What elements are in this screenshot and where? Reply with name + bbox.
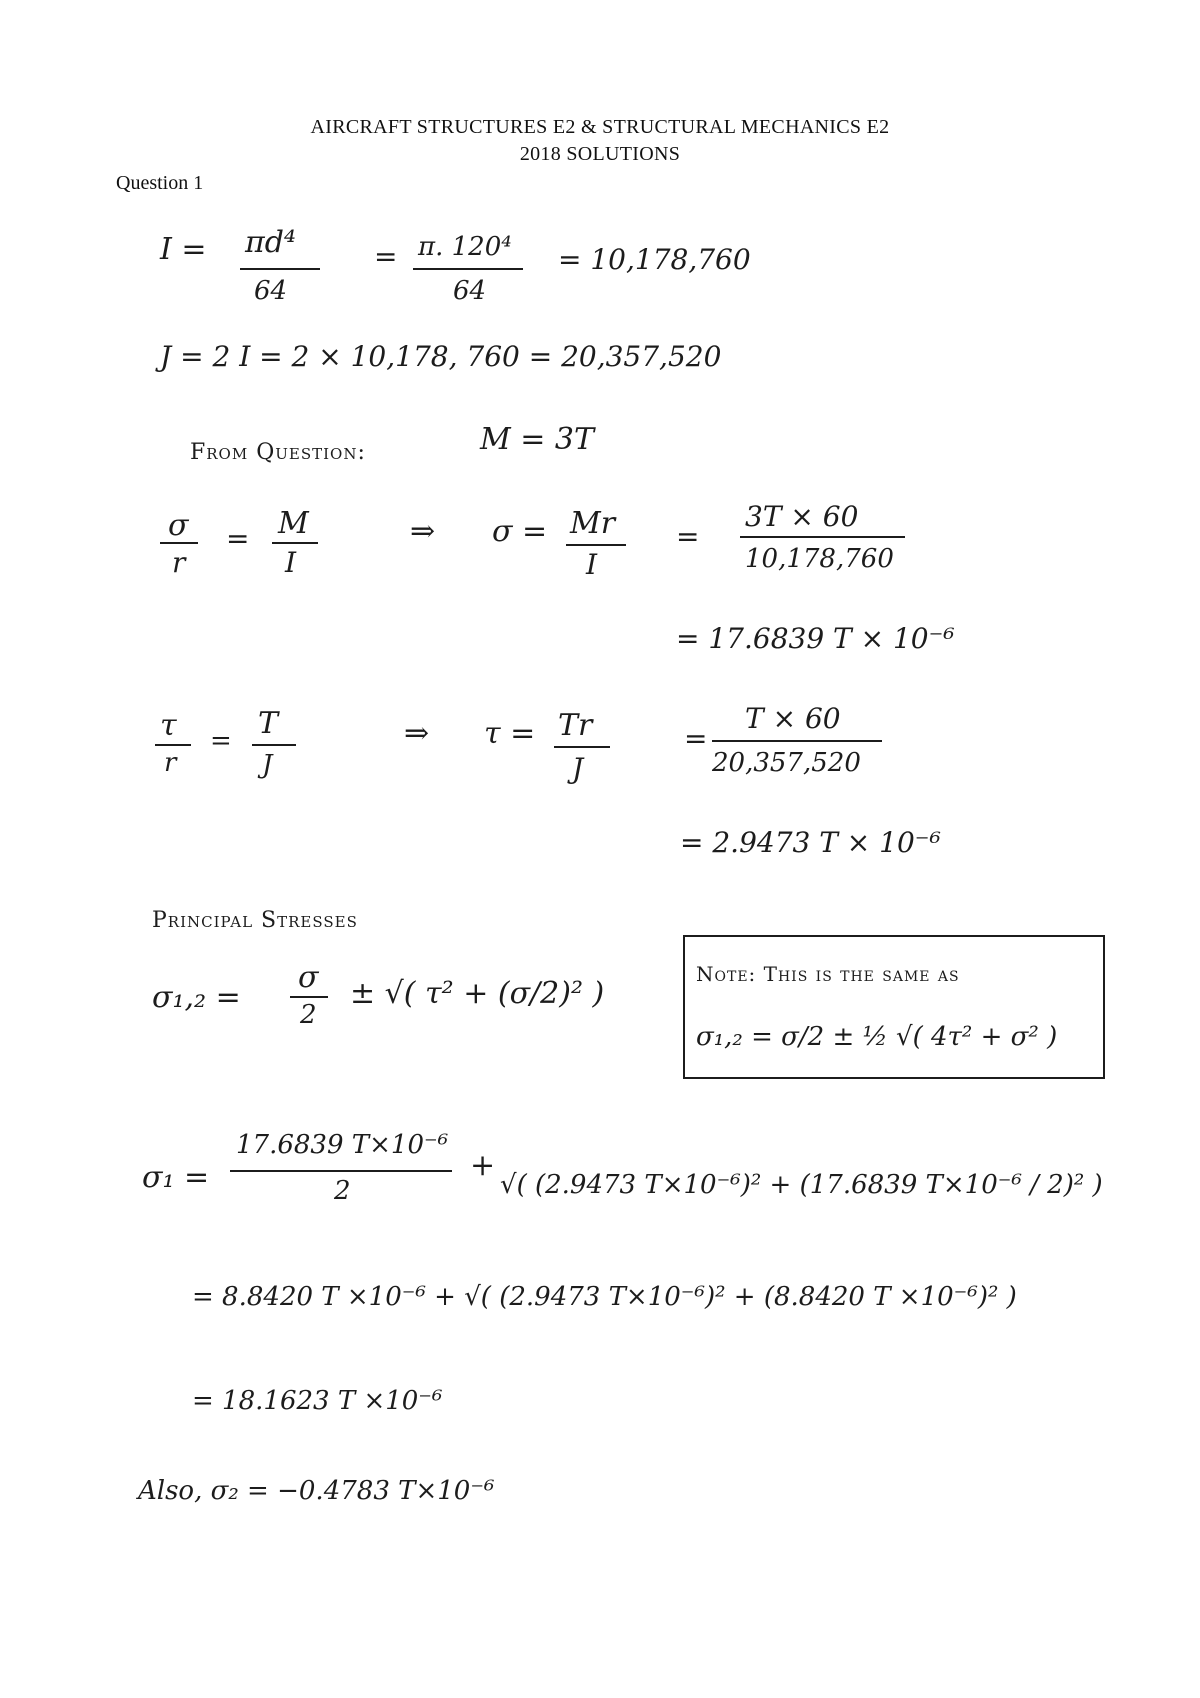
- principal-formula-bar: [290, 996, 328, 998]
- eq-i-lhs: I =: [160, 232, 207, 267]
- eq-i-eq: =: [374, 240, 398, 273]
- eq-sigma-result: = 17.6839 T × 10⁻⁶: [676, 622, 955, 655]
- eq-tau-den3: 20,357,520: [712, 748, 861, 778]
- eq-sigma-lhs-den: r: [172, 546, 186, 579]
- equation-polar-moment: J = 2 I = 2 × 10,178, 760 = 20,357,520: [160, 340, 722, 373]
- eq-tau-bar3: [712, 740, 882, 742]
- eq-i-den1: 64: [254, 276, 288, 306]
- principal-formula-num: σ: [298, 960, 319, 995]
- note-line2: σ₁,₂ = σ/2 ± ½ √( 4τ² + σ² ): [696, 1022, 1058, 1052]
- note-line1: Note: This is the same as: [696, 962, 960, 986]
- eq-sigma-num3: 3T × 60: [745, 500, 859, 533]
- principal-formula-rest: ± √( τ² + (σ/2)² ): [350, 976, 605, 1011]
- sigma1-lhs: σ₁ =: [142, 1160, 210, 1195]
- eq-sigma-bar3: [740, 536, 905, 538]
- eq-tau-den2: J: [572, 752, 584, 785]
- eq-i-bar1: [240, 268, 320, 270]
- eq-tau-num2: Tr: [558, 708, 593, 743]
- sigma2-also: Also, σ₂ = −0.4783 T×10⁻⁶: [138, 1476, 495, 1506]
- eq-i-num1: πd⁴: [245, 225, 296, 260]
- eq-sigma-lhs-bar: [160, 542, 198, 544]
- document-title-line2: 2018 SOLUTIONS: [519, 143, 681, 165]
- eq-sigma-eq1: =: [226, 522, 250, 555]
- eq-tau-arrow: ⇒: [404, 716, 430, 751]
- sigma1-den: 2: [334, 1176, 351, 1206]
- eq-tau-eq2: =: [684, 722, 708, 755]
- eq-i-result: = 10,178,760: [558, 243, 751, 276]
- eq-tau-tau: τ =: [484, 716, 536, 751]
- eq-tau-bar2: [554, 746, 610, 748]
- sigma1-bar: [230, 1170, 452, 1172]
- eq-tau-lhs-num: τ: [160, 708, 177, 743]
- eq-sigma-arrow: ⇒: [410, 514, 436, 549]
- sigma1-line3: = 18.1623 T ×10⁻⁶: [192, 1386, 443, 1416]
- eq-tau-rhs-den: J: [262, 750, 273, 780]
- principal-formula-den: 2: [300, 1000, 317, 1030]
- eq-tau-result: = 2.9473 T × 10⁻⁶: [680, 826, 941, 859]
- eq-tau-eq1: =: [210, 726, 232, 756]
- eq-tau-lhs-bar: [155, 744, 191, 746]
- eq-tau-lhs-den: r: [164, 748, 177, 778]
- sigma1-num: 17.6839 T×10⁻⁶: [236, 1130, 449, 1160]
- sigma1-root: √( (2.9473 T×10⁻⁶)² + (17.6839 T×10⁻⁶ / 2)² ): [500, 1170, 1103, 1200]
- eq-sigma-lhs-num: σ: [168, 508, 189, 543]
- eq-tau-rhs-bar: [252, 744, 296, 746]
- sigma1-plus: +: [470, 1148, 496, 1183]
- eq-sigma-eq2: =: [676, 520, 700, 553]
- principal-formula-lhs: σ₁,₂ =: [152, 980, 241, 1015]
- eq-sigma-rhs-den: I: [285, 546, 297, 579]
- eq-sigma-rhs-bar: [272, 542, 318, 544]
- eq-sigma-den2: I: [586, 548, 598, 581]
- principal-stresses-heading: Principal Stresses: [152, 908, 358, 933]
- eq-sigma-rhs-num: M: [278, 506, 309, 541]
- eq-tau-num3: T × 60: [745, 702, 841, 735]
- eq-sigma-num2: Mr: [570, 506, 616, 541]
- from-question-label: From Question:: [190, 440, 366, 465]
- sigma1-line2: = 8.8420 T ×10⁻⁶ + √( (2.9473 T×10⁻⁶)² + (8.8420 T ×10⁻⁶)² ): [192, 1282, 1017, 1312]
- from-question-value: M = 3T: [480, 422, 595, 457]
- document-title-line1: AIRCRAFT STRUCTURES E2 & STRUCTURAL MECHANICS E2: [310, 116, 890, 138]
- question-label: Question 1: [116, 172, 204, 194]
- eq-sigma-bar2: [566, 544, 626, 546]
- note-box: [683, 935, 1105, 1079]
- eq-sigma-sig: σ =: [492, 514, 548, 549]
- eq-sigma-den3: 10,178,760: [745, 544, 894, 574]
- eq-i-den2: 64: [453, 276, 487, 306]
- eq-i-bar2: [413, 268, 523, 270]
- eq-tau-rhs-num: T: [258, 706, 279, 741]
- eq-i-num2: π. 120⁴: [418, 232, 512, 262]
